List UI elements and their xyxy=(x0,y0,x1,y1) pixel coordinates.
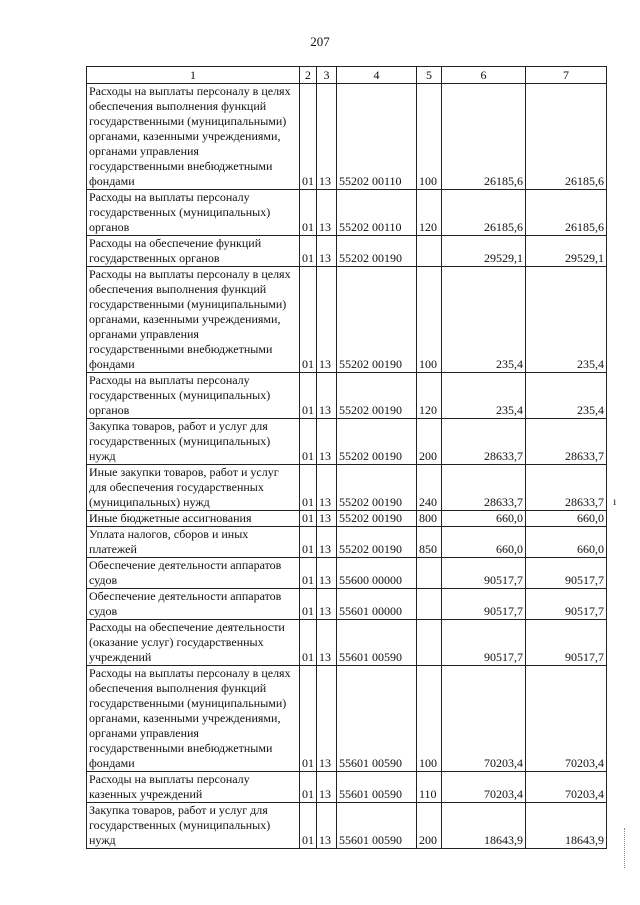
row-amount-col6: 660,0 xyxy=(442,511,526,527)
header-col-7: 7 xyxy=(526,67,607,84)
row-amount-col7: 235,4 xyxy=(526,267,607,373)
row-expense-type: 200 xyxy=(417,419,442,465)
row-section: 01 xyxy=(300,803,317,849)
header-col-5: 5 xyxy=(417,67,442,84)
row-subsection: 13 xyxy=(317,511,337,527)
row-target-code: 55601 00590 xyxy=(337,620,417,666)
row-target-code: 55202 00190 xyxy=(337,267,417,373)
row-section: 01 xyxy=(300,419,317,465)
row-name: Расходы на выплаты персоналу в целях обеспечения выполнения функций государственными (муниципальными) органами, казенными учреждениями, органами управления государственными внебюджетными фондами xyxy=(87,267,300,373)
row-target-code: 55601 00590 xyxy=(337,772,417,803)
row-name: Расходы на выплаты персоналу государственных (муниципальных) органов xyxy=(87,373,300,419)
table-row xyxy=(87,772,607,803)
row-section: 01 xyxy=(300,236,317,267)
table-row xyxy=(87,666,607,772)
row-name: Расходы на выплаты персоналу государственных (муниципальных) органов xyxy=(87,190,300,236)
row-name: Расходы на выплаты персоналу казенных учреждений xyxy=(87,772,300,803)
header-col-1: 1 xyxy=(87,67,300,84)
row-subsection: 13 xyxy=(317,666,337,772)
row-amount-col6: 18643,9 xyxy=(442,803,526,849)
row-expense-type: 100 xyxy=(417,666,442,772)
table-row xyxy=(87,84,607,190)
row-expense-type: 850 xyxy=(417,527,442,558)
row-name: Расходы на обеспечение деятельности (оказание услуг) государственных учреждений xyxy=(87,620,300,666)
row-subsection: 13 xyxy=(317,84,337,190)
row-name: Закупка товаров, работ и услуг для государственных (муниципальных) нужд xyxy=(87,803,300,849)
table-row xyxy=(87,803,607,849)
row-expense-type xyxy=(417,236,442,267)
header-col-4: 4 xyxy=(337,67,417,84)
page-number: 207 xyxy=(310,34,330,49)
scan-edge-mark xyxy=(624,828,627,868)
row-amount-col6: 235,4 xyxy=(442,267,526,373)
row-name: Расходы на выплаты персоналу в целях обеспечения выполнения функций государственными (муниципальными) органами, казенными учреждениями, органами управления государственными внебюджетными фондами xyxy=(87,666,300,772)
row-expense-type: 100 xyxy=(417,267,442,373)
row-target-code: 55202 00190 xyxy=(337,373,417,419)
row-expense-type: 240 xyxy=(417,465,442,511)
row-subsection: 13 xyxy=(317,236,337,267)
table-row xyxy=(87,373,607,419)
row-amount-col6: 28633,7 xyxy=(442,465,526,511)
row-target-code: 55202 00190 xyxy=(337,527,417,558)
row-amount-col6: 26185,6 xyxy=(442,190,526,236)
row-target-code: 55601 00590 xyxy=(337,666,417,772)
row-amount-col7: 28633,7 xyxy=(526,465,607,511)
row-section: 01 xyxy=(300,465,317,511)
row-name: Обеспечение деятельности аппаратов судов xyxy=(87,558,300,589)
row-section: 01 xyxy=(300,267,317,373)
row-subsection: 13 xyxy=(317,373,337,419)
row-amount-col7: 70203,4 xyxy=(526,666,607,772)
row-target-code: 55202 00190 xyxy=(337,419,417,465)
row-name: Иные бюджетные ассигнования xyxy=(87,511,300,527)
row-expense-type: 100 xyxy=(417,84,442,190)
table-row xyxy=(87,558,607,589)
row-amount-col6: 235,4 xyxy=(442,373,526,419)
row-amount-col6: 90517,7 xyxy=(442,620,526,666)
row-amount-col6: 660,0 xyxy=(442,527,526,558)
budget-table xyxy=(86,66,607,849)
row-expense-type xyxy=(417,589,442,620)
row-subsection: 13 xyxy=(317,803,337,849)
row-target-code: 55202 00110 xyxy=(337,190,417,236)
row-amount-col6: 70203,4 xyxy=(442,772,526,803)
header-row xyxy=(87,67,607,84)
row-subsection: 13 xyxy=(317,465,337,511)
row-amount-col6: 28633,7 xyxy=(442,419,526,465)
row-expense-type xyxy=(417,558,442,589)
row-amount-col7: 660,0 xyxy=(526,527,607,558)
row-name: Расходы на выплаты персоналу в целях обеспечения выполнения функций государственными (муниципальными) органами, казенными учреждениями, органами управления государственными внебюджетными фондами xyxy=(87,84,300,190)
row-amount-col7: 29529,1 xyxy=(526,236,607,267)
row-section: 01 xyxy=(300,527,317,558)
row-name: Уплата налогов, сборов и иных платежей xyxy=(87,527,300,558)
row-target-code: 55600 00000 xyxy=(337,558,417,589)
row-amount-col7: 90517,7 xyxy=(526,620,607,666)
table-row xyxy=(87,190,607,236)
row-name: Обеспечение деятельности аппаратов судов xyxy=(87,589,300,620)
row-expense-type: 110 xyxy=(417,772,442,803)
row-target-code: 55601 00590 xyxy=(337,803,417,849)
row-subsection: 13 xyxy=(317,589,337,620)
row-section: 01 xyxy=(300,511,317,527)
row-expense-type: 120 xyxy=(417,190,442,236)
row-subsection: 13 xyxy=(317,190,337,236)
row-subsection: 13 xyxy=(317,558,337,589)
table-row xyxy=(87,620,607,666)
header-col-6: 6 xyxy=(442,67,526,84)
row-amount-col6: 26185,6 xyxy=(442,84,526,190)
row-amount-col7: 235,4 xyxy=(526,373,607,419)
table-row xyxy=(87,527,607,558)
row-amount-col7: 18643,9 xyxy=(526,803,607,849)
row-target-code: 55202 00110 xyxy=(337,84,417,190)
row-subsection: 13 xyxy=(317,527,337,558)
row-section: 01 xyxy=(300,84,317,190)
row-amount-col7: 660,0 xyxy=(526,511,607,527)
row-section: 01 xyxy=(300,666,317,772)
row-target-code: 55202 00190 xyxy=(337,511,417,527)
table-row xyxy=(87,465,607,511)
row-subsection: 13 xyxy=(317,772,337,803)
header-col-3: 3 xyxy=(317,67,337,84)
table-row xyxy=(87,419,607,465)
row-amount-col6: 70203,4 xyxy=(442,666,526,772)
row-amount-col6: 90517,7 xyxy=(442,558,526,589)
row-amount-col6: 90517,7 xyxy=(442,589,526,620)
row-amount-col7: 26185,6 xyxy=(526,190,607,236)
header-col-2: 2 xyxy=(300,67,317,84)
row-expense-type: 200 xyxy=(417,803,442,849)
row-amount-col7: 90517,7 xyxy=(526,558,607,589)
row-subsection: 13 xyxy=(317,419,337,465)
row-section: 01 xyxy=(300,373,317,419)
row-subsection: 13 xyxy=(317,267,337,373)
row-name: Закупка товаров, работ и услуг для государственных (муниципальных) нужд xyxy=(87,419,300,465)
table-row xyxy=(87,236,607,267)
row-amount-col7: 28633,7 xyxy=(526,419,607,465)
table-row xyxy=(87,267,607,373)
row-section: 01 xyxy=(300,190,317,236)
row-amount-col7: 70203,4 xyxy=(526,772,607,803)
row-target-code: 55601 00000 xyxy=(337,589,417,620)
row-section: 01 xyxy=(300,620,317,666)
row-amount-col7: 26185,6 xyxy=(526,84,607,190)
table-row xyxy=(87,511,607,527)
row-amount-col6: 29529,1 xyxy=(442,236,526,267)
margin-mark: ı xyxy=(613,494,617,508)
row-section: 01 xyxy=(300,589,317,620)
row-expense-type: 120 xyxy=(417,373,442,419)
table-row xyxy=(87,589,607,620)
row-section: 01 xyxy=(300,558,317,589)
row-expense-type: 800 xyxy=(417,511,442,527)
row-name: Расходы на обеспечение функций государственных органов xyxy=(87,236,300,267)
row-amount-col7: 90517,7 xyxy=(526,589,607,620)
row-target-code: 55202 00190 xyxy=(337,465,417,511)
row-subsection: 13 xyxy=(317,620,337,666)
row-section: 01 xyxy=(300,772,317,803)
row-expense-type xyxy=(417,620,442,666)
row-name: Иные закупки товаров, работ и услуг для обеспечения государственных (муниципальных) нужд xyxy=(87,465,300,511)
row-target-code: 55202 00190 xyxy=(337,236,417,267)
